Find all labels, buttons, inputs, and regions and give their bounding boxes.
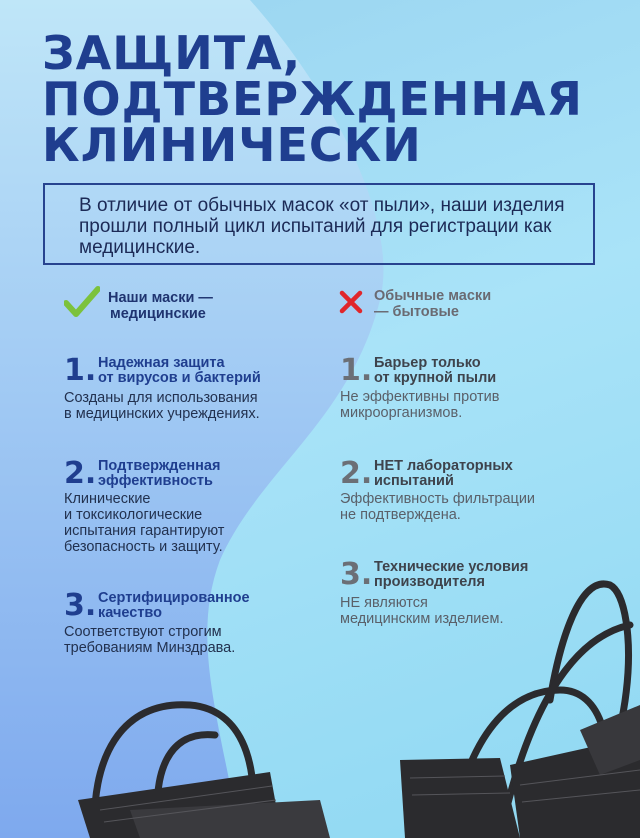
item-number: 2. [340, 456, 373, 491]
title-line: КЛИНИЧЕСКИ [42, 118, 422, 172]
cross-icon [339, 290, 363, 314]
heading-line: эффективность [98, 473, 213, 489]
item-heading [98, 459, 318, 489]
item-description [64, 491, 304, 555]
desc-line: в медицинских учреждениях. [64, 406, 260, 422]
heading-line: от вирусов и бактерий [98, 370, 261, 386]
header-line: Обычные маски [374, 288, 492, 304]
desc-line: требованиям Минздрава. [64, 640, 236, 656]
desc-line: НЕ являются [340, 595, 428, 611]
heading-line: Барьер только [374, 355, 481, 371]
desc-line: Не эффективны против [340, 389, 500, 405]
desc-line: и токсикологические [64, 507, 203, 523]
intro-box: В отличие от обычных масок «от пыли», наши изделия прошли полный цикл испытаний для регистрации как медицинские. [43, 183, 595, 265]
regular-masks-header [374, 288, 524, 320]
our-masks-header [108, 290, 268, 322]
item-heading [374, 459, 594, 489]
heading-line: Надежная защита [98, 355, 225, 371]
desc-line: не подтверждена. [340, 507, 461, 523]
desc-line: испытания гарантируют [64, 523, 225, 539]
desc-line: медицинским изделием. [340, 611, 504, 627]
desc-line: Соответствуют строгим [64, 624, 222, 640]
item-number: 3. [340, 557, 373, 592]
header-line: Наши маски — [108, 290, 213, 306]
item-number: 3. [64, 588, 97, 623]
check-icon [64, 286, 100, 318]
heading-line: производителя [374, 574, 485, 590]
heading-line: Подтвержденная [98, 458, 221, 474]
heading-line: Сертифицированное [98, 590, 250, 606]
desc-line: Клинические [64, 491, 151, 507]
title-line: ПОДТВЕРЖДЕННАЯ [42, 72, 583, 126]
item-number: 1. [340, 353, 373, 388]
desc-line: Эффективность фильтрации [340, 491, 536, 507]
item-description [340, 491, 580, 523]
heading-line: от крупной пыли [374, 370, 497, 386]
item-description [340, 389, 580, 421]
desc-line: Созданы для использования [64, 390, 258, 406]
desc-line: безопасность и защиту. [64, 539, 223, 555]
item-description [64, 390, 304, 422]
item-heading [98, 356, 318, 386]
desc-line: микроорганизмов. [340, 405, 463, 421]
item-number: 2. [64, 456, 97, 491]
page-title [42, 26, 583, 172]
title-line: ЗАЩИТА, [42, 26, 302, 80]
heading-line: качество [98, 605, 162, 621]
header-line: медицинские [110, 306, 206, 322]
header-line: — бытовые [374, 304, 459, 320]
item-heading [374, 356, 594, 386]
heading-line: НЕТ лабораторных [374, 458, 513, 474]
heading-line: Технические условия [374, 559, 529, 575]
item-number: 1. [64, 353, 97, 388]
heading-line: испытаний [374, 473, 454, 489]
masks-illustration [0, 557, 640, 838]
